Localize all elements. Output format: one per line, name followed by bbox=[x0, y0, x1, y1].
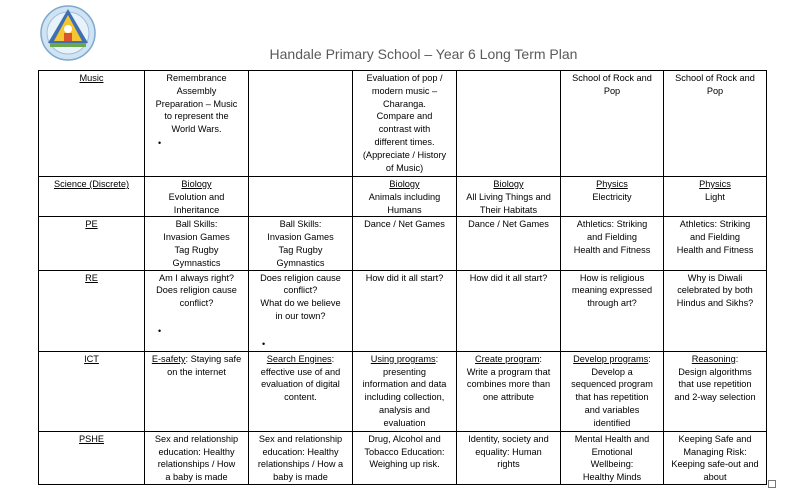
cell-line bbox=[148, 178, 245, 191]
cell-line bbox=[148, 72, 245, 85]
plan-cell[interactable] bbox=[249, 217, 353, 270]
cell-text: Design algorithms bbox=[678, 366, 752, 377]
cell-text: : bbox=[735, 353, 739, 364]
cell-text: Mental Health and bbox=[574, 433, 650, 444]
cell-line bbox=[667, 178, 763, 191]
cell-line bbox=[148, 471, 245, 484]
underlined-text: Develop programs bbox=[573, 353, 649, 364]
plan-cell[interactable] bbox=[561, 71, 664, 177]
cell-line bbox=[356, 136, 453, 149]
cell-line bbox=[356, 272, 453, 285]
cell-line bbox=[564, 178, 660, 191]
cell-line bbox=[252, 366, 349, 379]
underlined-text: Physics bbox=[596, 179, 628, 189]
cell-line bbox=[667, 366, 763, 379]
cell-text: of Music) bbox=[385, 162, 424, 173]
cell-line bbox=[148, 110, 245, 123]
cell-text: contrast with bbox=[378, 124, 431, 135]
plan-cell[interactable] bbox=[664, 431, 767, 484]
cell-line bbox=[148, 257, 245, 270]
cell-line bbox=[148, 297, 245, 310]
plan-cell[interactable] bbox=[249, 71, 353, 177]
table-row bbox=[39, 217, 767, 270]
subject-label: PE bbox=[85, 219, 98, 230]
cell-text: Does religion cause bbox=[156, 285, 237, 296]
cell-line bbox=[252, 297, 349, 310]
bullet-point: • bbox=[158, 137, 162, 148]
plan-cell[interactable] bbox=[249, 431, 353, 484]
bullet-point: • bbox=[262, 338, 266, 349]
cell-text: Tag Rugby bbox=[174, 244, 219, 255]
cell-text: evaluation bbox=[383, 417, 426, 428]
cell-text: Does religion cause bbox=[260, 272, 341, 283]
cell-text: Identity, society and bbox=[468, 433, 549, 444]
plan-cell[interactable] bbox=[561, 351, 664, 431]
plan-cell[interactable] bbox=[353, 177, 457, 217]
cell-text: conflict? bbox=[179, 298, 214, 309]
subject-label: ICT bbox=[84, 353, 99, 364]
cell-line bbox=[148, 123, 245, 136]
plan-cell[interactable] bbox=[457, 270, 561, 351]
underlined-text: E-safety bbox=[151, 353, 186, 364]
cell-line bbox=[460, 458, 557, 471]
cell-text: What do we believe bbox=[260, 298, 341, 309]
cell-line bbox=[356, 204, 453, 217]
cell-text: Emotional bbox=[591, 446, 633, 457]
cell-line bbox=[356, 218, 453, 231]
cell-text: that has repetition bbox=[575, 392, 649, 403]
plan-cell[interactable] bbox=[249, 270, 353, 351]
cell-text: Health and Fitness bbox=[573, 244, 651, 255]
cell-text: Assembly bbox=[176, 85, 217, 96]
cell-line bbox=[564, 231, 660, 244]
plan-cell[interactable] bbox=[145, 351, 249, 431]
plan-cell[interactable] bbox=[353, 351, 457, 431]
cell-text: Gymnastics bbox=[276, 257, 325, 268]
cell-text: : Staying safe bbox=[185, 353, 242, 364]
cell-line bbox=[667, 458, 763, 471]
cell-text: Athletics: Striking bbox=[576, 219, 648, 230]
cell-text: content. bbox=[284, 392, 317, 403]
cell-text: Dance / Net Games bbox=[364, 219, 445, 230]
cell-text: equality: Human bbox=[475, 446, 542, 457]
cell-text: Keeping Safe and bbox=[678, 433, 752, 444]
plan-cell[interactable] bbox=[353, 71, 457, 177]
cell-line bbox=[460, 191, 557, 204]
table-row bbox=[39, 71, 767, 177]
cell-text: Compare and bbox=[376, 111, 433, 122]
cell-text: Humans bbox=[387, 204, 422, 215]
cell-line bbox=[667, 433, 763, 446]
cell-line bbox=[148, 218, 245, 231]
cell-line bbox=[460, 433, 557, 446]
cell-text: Health and Fitness bbox=[676, 244, 754, 255]
cell-line bbox=[252, 272, 349, 285]
cell-line bbox=[148, 98, 245, 111]
cell-line bbox=[564, 417, 660, 430]
cell-line bbox=[148, 85, 245, 98]
cell-line bbox=[460, 272, 557, 285]
cell-line bbox=[252, 218, 349, 231]
cell-text: celebrated by both bbox=[677, 285, 753, 296]
table-row bbox=[39, 177, 767, 217]
cell-line bbox=[252, 244, 349, 257]
cell-line bbox=[356, 404, 453, 417]
cell-text: Evaluation of pop / bbox=[366, 73, 443, 83]
subject-cell[interactable] bbox=[39, 71, 145, 177]
cell-line bbox=[356, 85, 453, 98]
cell-text: on the internet bbox=[167, 366, 226, 377]
subject-cell[interactable] bbox=[39, 431, 145, 484]
cell-text: education: Healthy bbox=[158, 446, 235, 457]
cell-line bbox=[564, 433, 660, 446]
cell-line bbox=[148, 433, 245, 446]
cell-line bbox=[148, 353, 245, 366]
cell-line bbox=[667, 272, 763, 285]
cell-line bbox=[148, 204, 245, 217]
cell-text: different times. bbox=[374, 136, 435, 147]
cell-line bbox=[667, 72, 763, 85]
cell-text: Healthy Minds bbox=[582, 472, 642, 483]
cell-line bbox=[252, 391, 349, 404]
cell-text: Develop a bbox=[591, 366, 633, 377]
cell-line bbox=[460, 204, 557, 217]
cell-line bbox=[356, 123, 453, 136]
plan-cell[interactable] bbox=[664, 71, 767, 177]
cell-line bbox=[356, 417, 453, 430]
plan-cell[interactable] bbox=[561, 177, 664, 217]
plan-cell[interactable] bbox=[353, 217, 457, 270]
cell-text: identified bbox=[593, 417, 631, 428]
underlined-text: Search Engines bbox=[266, 353, 332, 364]
cell-line bbox=[356, 178, 453, 191]
cell-text: in our town? bbox=[275, 310, 326, 321]
cell-line bbox=[460, 391, 557, 404]
cell-line bbox=[252, 446, 349, 459]
plan-cell[interactable] bbox=[664, 217, 767, 270]
cell-line bbox=[252, 353, 349, 366]
cell-line bbox=[356, 391, 453, 404]
plan-cell[interactable] bbox=[457, 351, 561, 431]
cell-text: effective use of and bbox=[260, 366, 341, 377]
cell-text: How is religious bbox=[579, 272, 645, 283]
cell-line bbox=[356, 98, 453, 111]
cell-text: Athletics: Striking bbox=[679, 219, 751, 230]
cell-line bbox=[356, 110, 453, 123]
cell-text: Pop bbox=[603, 85, 621, 96]
cell-line bbox=[564, 353, 660, 366]
cell-text: Inheritance bbox=[173, 204, 220, 215]
cell-text: to represent the bbox=[164, 111, 229, 122]
plan-cell[interactable] bbox=[561, 217, 664, 270]
cell-line bbox=[356, 353, 453, 366]
cell-text: Wellbeing: bbox=[590, 459, 634, 470]
cell-text: Drug, Alcohol and bbox=[368, 433, 441, 444]
cell-line bbox=[148, 272, 245, 285]
plan-cell[interactable] bbox=[145, 217, 249, 270]
cell-line bbox=[667, 191, 763, 204]
cell-text: Sex and relationship bbox=[258, 433, 343, 444]
cell-line bbox=[564, 72, 660, 85]
plan-cell[interactable] bbox=[561, 270, 664, 351]
cell-line bbox=[564, 272, 660, 285]
cell-line bbox=[148, 284, 245, 297]
cell-text: relationships / How a bbox=[257, 459, 344, 470]
cell-line bbox=[252, 458, 349, 471]
cell-line bbox=[667, 85, 763, 98]
subject-cell[interactable] bbox=[39, 270, 145, 351]
cell-line bbox=[564, 85, 660, 98]
cell-line bbox=[667, 297, 763, 310]
cell-text: Keeping safe-out and bbox=[671, 459, 759, 470]
subject-label: RE bbox=[85, 272, 98, 283]
cell-line bbox=[356, 366, 453, 379]
cell-line bbox=[460, 378, 557, 391]
cell-line bbox=[356, 149, 453, 162]
plan-cell[interactable] bbox=[145, 177, 249, 217]
plan-cell[interactable] bbox=[664, 177, 767, 217]
table-row bbox=[39, 431, 767, 484]
cell-text: Animals including bbox=[368, 191, 441, 202]
cell-text: Light bbox=[705, 191, 725, 202]
cell-line bbox=[356, 72, 453, 85]
subject-cell[interactable] bbox=[39, 217, 145, 270]
underlined-text: Physics bbox=[699, 179, 731, 189]
cell-text: All Living Things and bbox=[466, 191, 551, 202]
document-title: Handale Primary School – Year 6 Long Term Plan bbox=[269, 46, 578, 62]
cell-text: Ball Skills: bbox=[279, 219, 322, 230]
cell-text: sequenced program bbox=[571, 379, 653, 390]
table-row bbox=[39, 270, 767, 351]
cell-line bbox=[564, 366, 660, 379]
subject-cell[interactable] bbox=[39, 351, 145, 431]
cell-line bbox=[252, 378, 349, 391]
subject-label: Science (Discrete) bbox=[53, 179, 130, 189]
cell-text: : bbox=[331, 353, 335, 364]
cell-line bbox=[667, 471, 763, 484]
cell-text: relationships / How bbox=[157, 459, 236, 470]
cell-line bbox=[356, 191, 453, 204]
cell-text: conflict? bbox=[283, 285, 318, 296]
plan-cell[interactable] bbox=[145, 71, 249, 177]
cell-text: : bbox=[539, 353, 542, 364]
cell-text: Preparation – Music bbox=[155, 98, 238, 109]
cell-line bbox=[252, 433, 349, 446]
cell-line bbox=[148, 191, 245, 204]
cell-line bbox=[252, 284, 349, 297]
subject-label: PSHE bbox=[78, 433, 105, 444]
cell-text: : bbox=[435, 353, 439, 364]
cell-line bbox=[667, 218, 763, 231]
plan-cell[interactable] bbox=[249, 177, 353, 217]
cell-line bbox=[460, 178, 557, 191]
cell-line bbox=[667, 284, 763, 297]
cell-text: education: Healthy bbox=[262, 446, 339, 457]
cell-text: Charanga. bbox=[383, 98, 426, 109]
cell-line bbox=[356, 378, 453, 391]
cell-line bbox=[148, 366, 245, 379]
cell-text: Gymnastics bbox=[172, 257, 221, 268]
cell-text: School of Rock and bbox=[675, 73, 755, 83]
long-term-plan-table bbox=[38, 70, 767, 485]
cell-line bbox=[564, 218, 660, 231]
plan-cell[interactable] bbox=[145, 270, 249, 351]
cell-text: one attribute bbox=[482, 392, 535, 403]
subject-label: Music bbox=[79, 73, 104, 83]
cell-line bbox=[667, 378, 763, 391]
cell-line bbox=[252, 471, 349, 484]
cell-text: analysis and bbox=[378, 404, 431, 415]
plan-cell[interactable] bbox=[145, 431, 249, 484]
plan-cell[interactable] bbox=[664, 351, 767, 431]
cell-text: Tobacco Education: bbox=[364, 446, 445, 457]
cell-text: Sex and relationship bbox=[154, 433, 239, 444]
cell-text: Ball Skills: bbox=[175, 219, 218, 230]
cell-text: Dance / Net Games bbox=[468, 219, 549, 230]
plan-cell[interactable] bbox=[664, 270, 767, 351]
cell-text: Am I always right? bbox=[158, 272, 235, 283]
cell-text: evaluation of digital bbox=[261, 379, 340, 390]
cell-line bbox=[564, 284, 660, 297]
cell-text: and Fielding bbox=[586, 232, 638, 243]
cell-text: combines more than bbox=[466, 379, 551, 390]
cell-line bbox=[148, 458, 245, 471]
cell-line bbox=[564, 297, 660, 310]
plan-cell[interactable] bbox=[353, 431, 457, 484]
cell-line bbox=[148, 231, 245, 244]
table-resize-handle[interactable] bbox=[768, 480, 776, 488]
cell-line bbox=[564, 378, 660, 391]
cell-line bbox=[356, 458, 453, 471]
cell-text: Electricity bbox=[592, 191, 632, 202]
cell-line bbox=[667, 446, 763, 459]
cell-text: Managing Risk: bbox=[683, 446, 747, 457]
cell-line bbox=[460, 366, 557, 379]
cell-text: Hindus and Sikhs? bbox=[676, 298, 754, 309]
plan-cell[interactable] bbox=[353, 270, 457, 351]
cell-text: a baby is made bbox=[165, 472, 228, 483]
cell-line bbox=[460, 218, 557, 231]
cell-text: How did it all start? bbox=[365, 272, 444, 283]
cell-line bbox=[667, 353, 763, 366]
cell-text: Why is Diwali bbox=[687, 272, 743, 283]
cell-line bbox=[667, 231, 763, 244]
plan-cell[interactable] bbox=[249, 351, 353, 431]
cell-text: : bbox=[648, 353, 651, 364]
underlined-text: Reasoning bbox=[691, 353, 736, 364]
cell-line bbox=[252, 310, 349, 323]
cell-text: baby is made bbox=[273, 472, 328, 483]
cell-text: about bbox=[703, 472, 727, 483]
plan-cell[interactable] bbox=[457, 431, 561, 484]
plan-cell[interactable] bbox=[561, 431, 664, 484]
underlined-text: Using programs bbox=[370, 353, 436, 364]
cell-text: information and data bbox=[362, 379, 447, 390]
table-row bbox=[39, 351, 767, 431]
underlined-text: Biology bbox=[493, 179, 524, 189]
plan-cell[interactable] bbox=[457, 217, 561, 270]
cell-line bbox=[564, 458, 660, 471]
subject-cell[interactable] bbox=[39, 177, 145, 217]
cell-text: Invasion Games bbox=[267, 232, 334, 243]
cell-line bbox=[564, 446, 660, 459]
cell-line bbox=[564, 191, 660, 204]
plan-cell[interactable] bbox=[457, 71, 561, 177]
cell-text: presenting bbox=[383, 366, 426, 377]
plan-cell[interactable] bbox=[457, 177, 561, 217]
cell-line bbox=[252, 231, 349, 244]
cell-line bbox=[667, 244, 763, 257]
cell-text: including collection, bbox=[364, 392, 445, 403]
cell-text: Their Habitats bbox=[479, 204, 538, 215]
cell-line bbox=[356, 433, 453, 446]
cell-text: How did it all start? bbox=[469, 272, 548, 283]
cell-text: (Appreciate / History bbox=[362, 149, 447, 160]
underlined-text: Biology bbox=[181, 179, 212, 189]
cell-text: through art? bbox=[587, 298, 637, 309]
cell-text: World Wars. bbox=[171, 124, 222, 135]
cell-line bbox=[564, 391, 660, 404]
cell-line bbox=[564, 244, 660, 257]
cell-line bbox=[460, 446, 557, 459]
cell-text: and 2-way selection bbox=[674, 392, 756, 403]
cell-line bbox=[564, 471, 660, 484]
cell-line bbox=[148, 244, 245, 257]
cell-text: that use repetition bbox=[678, 379, 752, 390]
cell-line bbox=[356, 446, 453, 459]
cell-line bbox=[148, 446, 245, 459]
cell-text: Evolution and bbox=[168, 191, 225, 202]
cell-text: and variables bbox=[584, 404, 640, 415]
bullet-point: • bbox=[158, 325, 162, 336]
cell-text: Invasion Games bbox=[163, 232, 230, 243]
cell-text: Remembrance bbox=[166, 73, 227, 83]
cell-text: Tag Rugby bbox=[278, 244, 323, 255]
cell-line bbox=[460, 353, 557, 366]
cell-line bbox=[564, 404, 660, 417]
cell-text: meaning expressed bbox=[571, 285, 653, 296]
cell-text: School of Rock and bbox=[572, 73, 652, 83]
cell-line bbox=[252, 257, 349, 270]
cell-text: Write a program that bbox=[466, 366, 551, 377]
underlined-text: Create program bbox=[475, 353, 540, 364]
cell-text: Weighing up risk. bbox=[369, 459, 440, 470]
cell-line bbox=[667, 391, 763, 404]
cell-line bbox=[356, 162, 453, 175]
cell-text: rights bbox=[497, 459, 520, 470]
cell-text: Pop bbox=[706, 85, 724, 96]
underlined-text: Biology bbox=[389, 179, 420, 189]
cell-text: modern music – bbox=[371, 85, 438, 96]
cell-text: and Fielding bbox=[689, 232, 741, 243]
